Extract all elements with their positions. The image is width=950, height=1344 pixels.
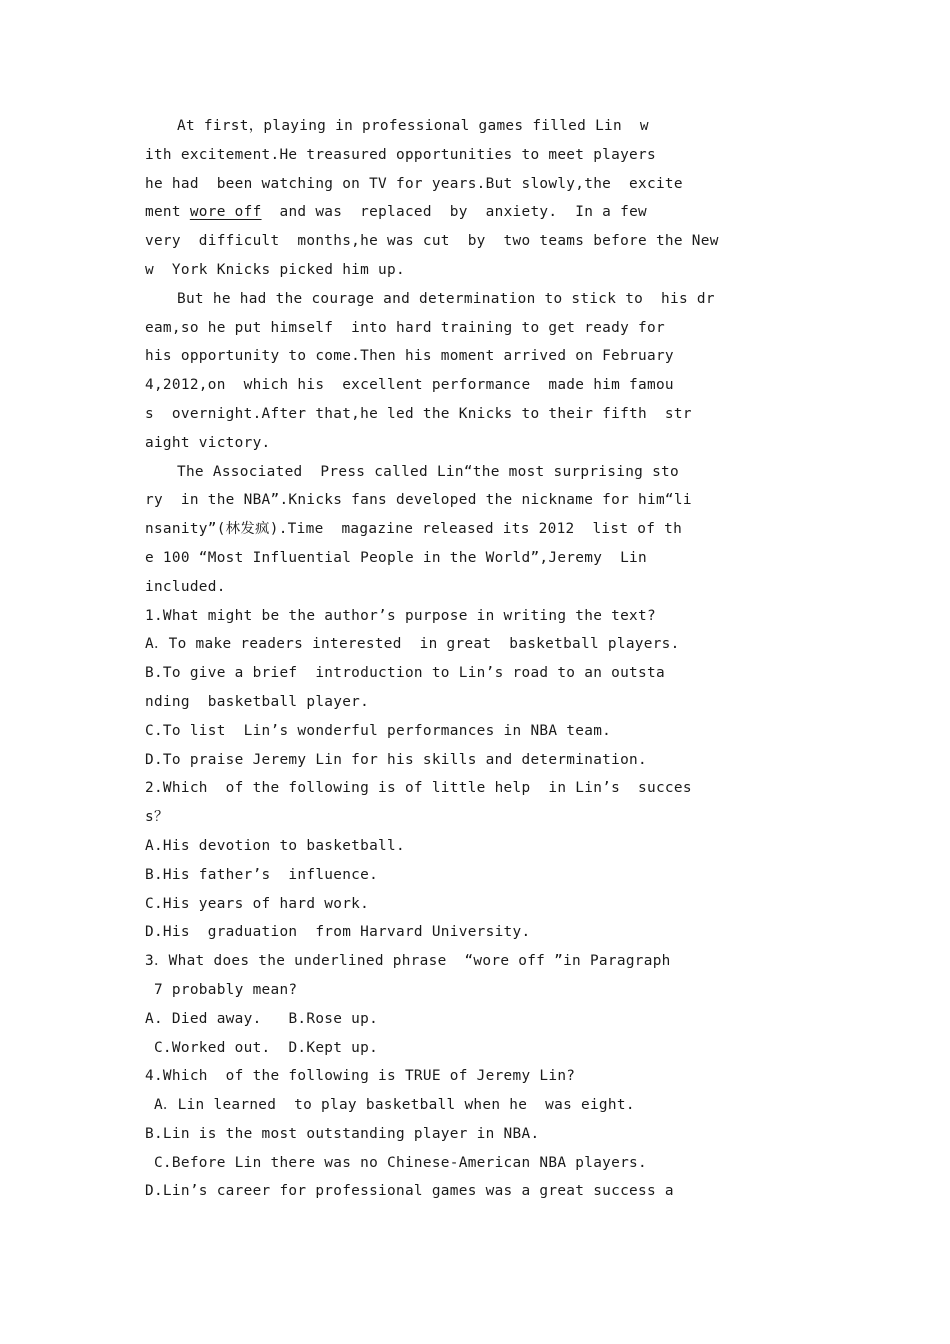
question-3 [145, 947, 810, 1062]
options-c-d: C.Worked out. D.Kept up. [145, 1039, 379, 1056]
paragraph-1 [145, 112, 810, 285]
paragraph-3 [145, 458, 810, 602]
text-line: w York Knicks picked him up. [145, 261, 405, 278]
option-b: B.Lin is the most outstanding player in NBA. [145, 1125, 540, 1142]
text-line: But he had the courage and determination to stick to his dr [177, 290, 715, 307]
question-stem: 1.What might be the author’s purpose in writing the text? [145, 607, 656, 624]
text-line: nsanity”(林发疯).Time magazine released its 2012 list of th [145, 521, 683, 538]
question-stem: 4.Which of the following is TRUE of Jeremy Lin? [145, 1068, 576, 1085]
option-d: D.Lin’s career for professional games was a great success a [145, 1183, 674, 1200]
option-b: B.His father’s influence. [145, 866, 379, 883]
text-line: At first，playing in professional games filled Lin w [177, 118, 649, 134]
option-a: A．Lin learned to play basketball when he was eight. [145, 1097, 635, 1114]
text-line: ith excitement.He treasured opportunities to meet players [145, 146, 656, 163]
text-line: aight victory. [145, 434, 271, 451]
option-d: D.To praise Jeremy Lin for his skills and determination. [145, 751, 647, 768]
paragraph-2 [145, 285, 810, 458]
text-line: he had been watching on TV for years.But slowly,the excite [145, 175, 683, 192]
option-b-continued: nding basketball player. [145, 693, 370, 710]
text-line: his opportunity to come.Then his moment arrived on February [145, 348, 674, 365]
option-c: C.Before Lin there was no Chinese-American NBA players. [145, 1154, 647, 1171]
question-4 [145, 1062, 810, 1206]
text-line: very difficult months,he was cut by two teams before the New [145, 233, 719, 250]
text-line: included. [145, 578, 226, 595]
question-stem: 2.Which of the following is of little help in Lin’s succes [145, 780, 692, 797]
question-stem: 3．What does the underlined phrase “wore off ”in Paragraph [145, 953, 671, 970]
text-line: eam,so he put himself into hard training to get ready for [145, 319, 665, 336]
option-c: C.To list Lin’s wonderful performances in NBA team. [145, 722, 612, 739]
text-line: The Associated Press called Lin“the most surprising sto [177, 463, 679, 480]
document-page [145, 112, 810, 1206]
option-d: D.His graduation from Harvard University. [145, 924, 531, 941]
question-2 [145, 774, 810, 947]
question-stem-continued: 7 probably mean? [145, 981, 298, 998]
question-stem-continued: s？ [145, 809, 169, 826]
underlined-phrase: wore off [189, 204, 262, 221]
text-line: ry in the NBA”.Knicks fans developed the nickname for him“li [145, 492, 692, 509]
text-line: s overnight.After that,he led the Knicks to their fifth str [145, 405, 692, 422]
option-b: B.To give a brief introduction to Lin’s road to an outsta [145, 665, 665, 682]
text-run: ment [145, 204, 190, 221]
text-run: and was replaced by anxiety. In a few [261, 204, 647, 221]
text-line [145, 198, 810, 227]
options-a-b: A. Died away. B.Rose up. [145, 1010, 379, 1027]
text-line: 4,2012,on which his excellent performance made him famou [145, 377, 674, 394]
option-c: C.His years of hard work. [145, 895, 370, 912]
option-a: A.His devotion to basketball. [145, 837, 405, 854]
question-1 [145, 602, 810, 775]
text-line: e 100 “Most Influential People in the World”,Jeremy Lin [145, 549, 647, 566]
option-a: A．To make readers interested in great basketball players. [145, 636, 680, 653]
